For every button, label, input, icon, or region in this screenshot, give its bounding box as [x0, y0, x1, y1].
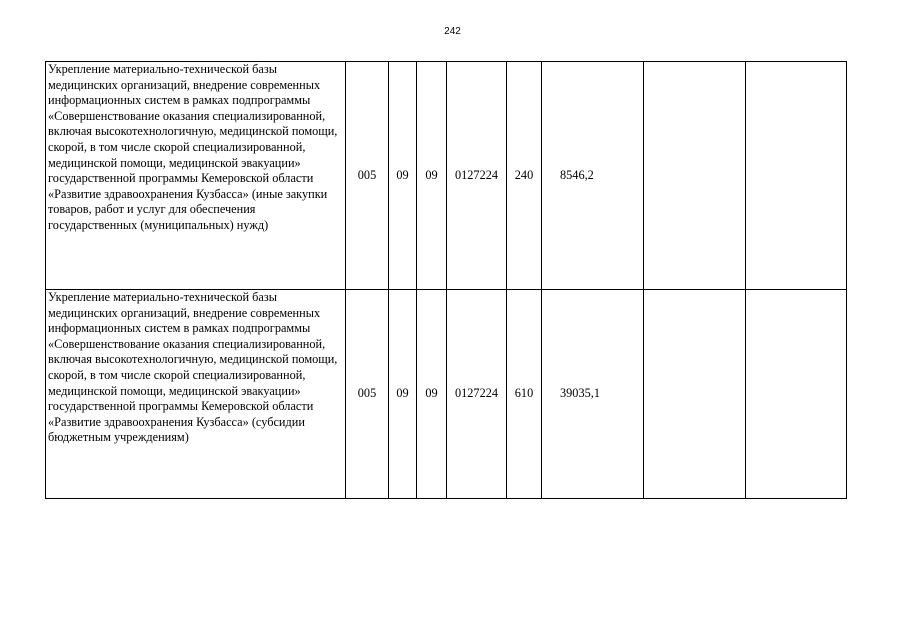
table-row — [46, 62, 847, 290]
expense-type-code: 610 — [507, 290, 542, 499]
empty-cell — [644, 290, 746, 499]
target-article-code: 0127224 — [447, 290, 507, 499]
section-code: 09 — [389, 62, 417, 290]
target-article-code: 0127224 — [447, 62, 507, 290]
amount-cell: 39035,1 — [542, 290, 644, 499]
table-row — [46, 290, 847, 499]
budget-table — [45, 61, 847, 499]
amount-cell: 8546,2 — [542, 62, 644, 290]
empty-cell — [644, 62, 746, 290]
empty-cell — [746, 62, 847, 290]
empty-cell — [746, 290, 847, 499]
page-number: 242 — [444, 26, 461, 37]
subsection-code: 09 — [417, 290, 447, 499]
subsection-code: 09 — [417, 62, 447, 290]
ministry-code: 005 — [346, 290, 389, 499]
row-description: Укрепление материально-технической базы медицинских организаций, внедрение современных информационных систем в рамках подпрограммы «Совершенствование оказания специализированной, включая высокотехнологичную, медицинской помощи, скорой, в том числе скорой специализированной, медицинской помощи, медицинской эвакуации» государственной программы Кемеровской области «Развитие здравоохранения Кузбасса» (иные закупки товаров, работ и услуг для обеспечения государственных (муниципальных) нужд) — [46, 62, 346, 290]
expense-type-code: 240 — [507, 62, 542, 290]
section-code: 09 — [389, 290, 417, 499]
row-description: Укрепление материально-технической базы медицинских организаций, внедрение современных информационных систем в рамках подпрограммы «Совершенствование оказания специализированной, включая высокотехнологичную, медицинской помощи, скорой, в том числе скорой специализированной, медицинской помощи, медицинской эвакуации» государственной программы Кемеровской области «Развитие здравоохранения Кузбасса» (субсидии бюджетным учреждениям) — [46, 290, 346, 499]
ministry-code: 005 — [346, 62, 389, 290]
